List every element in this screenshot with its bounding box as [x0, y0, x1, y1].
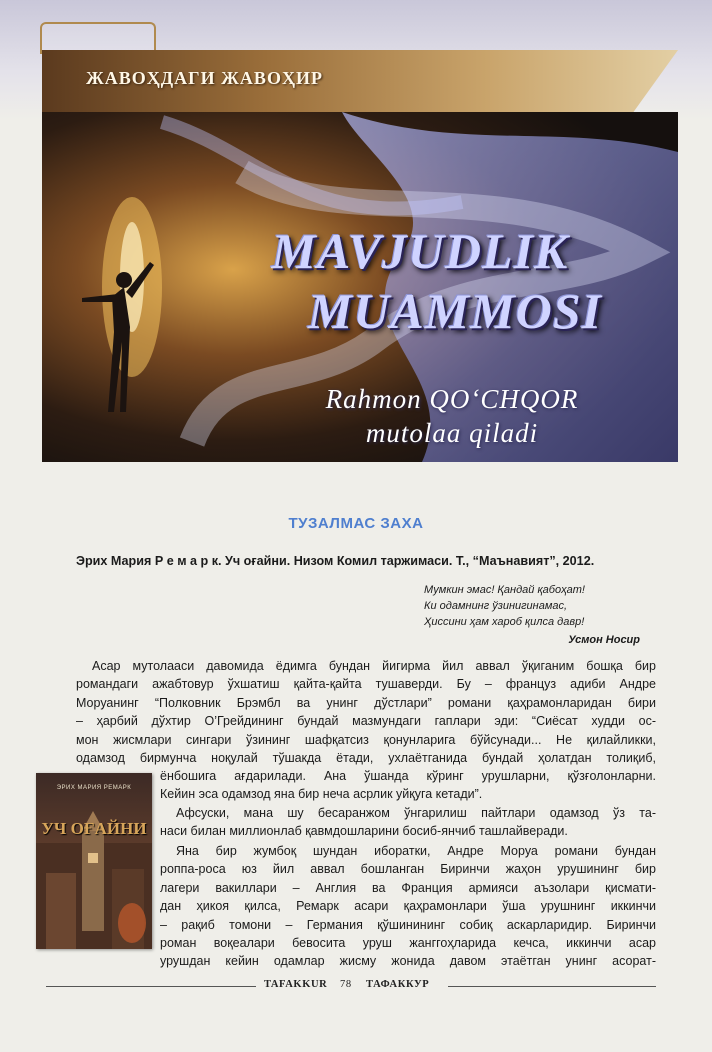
book-cover-art [36, 773, 152, 949]
book-cover-author: ЭРИХ МАРИЯ РЕМАРК [56, 785, 132, 791]
epigraph-line: Ҳиссини ҳам хароб қилса давр! [424, 616, 585, 628]
paragraph-wrapped [160, 767, 656, 841]
text-line: – ҳарбий дўхтир О’Грейдининг бундай мазмундаги гаплари эди: “Сиёсат худди ос- [76, 714, 656, 729]
footer-magazine-cyrillic: ТАФАККУР [366, 979, 430, 990]
paragraph-intro [76, 657, 656, 767]
section-label: ЖАВОҲДАГИ ЖАВОҲИР [86, 68, 323, 88]
text-line: мон жисмлари сингари ўзининг шафқатсиз қонунларига бўйсунади... Не қилайликки, [76, 732, 656, 747]
epigraph-line: Ки одамнинг ўзинигинамас, [424, 600, 568, 612]
page-number: 78 [340, 979, 352, 990]
hero-title-line2: MUAMMOSI [307, 283, 603, 339]
epigraph-author: Усмон Носир [568, 634, 640, 646]
text-line: наси билан миллионлаб қавмдошларини босиб-янчиб ташлайверади. [160, 824, 568, 839]
epigraph-line: Мумкин эмас! Қандай қабоҳат! [424, 584, 585, 596]
text-line: ёнбошига ағдарилади. Ана ўшанда кўринг урушларни, қўзғолонларни. [160, 769, 656, 783]
footer-magazine-latin: TAFAKKUR [264, 979, 328, 990]
paragraph-comparison [160, 842, 656, 971]
footer-rule-right [448, 986, 656, 987]
folder-tab-decoration [40, 22, 156, 54]
article-title: ТУЗАЛМАС ЗАХА [288, 515, 424, 532]
text-line: Кейин эса одамзод яна бир неча асрлик уйқуга кетади”. [160, 787, 483, 802]
book-cover-title: УЧ ОҒАЙНИ [41, 819, 147, 838]
book-cover-image [36, 773, 152, 949]
text-line: Афсуски, мана шу бесаранжом ўнгарилиш пайтлари одамзод ўз та- [176, 805, 656, 820]
text-line: роппа-роса юз йил аввал бошланган Биринчи жаҳон урушининг бир [160, 862, 656, 877]
hero-title-line1: MAVJUDLIK [271, 223, 569, 279]
text-line: лагери вакиллари – Англия ва Франция армияси аъзолари қисмати- [160, 880, 656, 895]
hero-author: Rahmon QO‘CHQOR [325, 384, 579, 414]
text-line: Асар мутолааси давомида ёдимга бундан йигирма йил аввал ўқиганим бошқа бир [92, 659, 656, 673]
text-line: дан ҳикоя қилса, Ремарк асари қаҳрамонлари ўша урушнинг иккинчи [160, 899, 656, 914]
text-line: – рақиб томони – Германия қўшинининг собиқ аскарларидир. Биринчи [160, 917, 656, 932]
epigraph [424, 582, 644, 648]
hero-subtitle: mutolaa qiladi [365, 418, 539, 448]
footer-rule-left [46, 986, 256, 987]
text-line: Яна бир жумбоқ шундан иборатки, Андре Моруа романи бундан [176, 844, 656, 858]
hero-illustration [42, 112, 678, 462]
text-line: урушдан кейин одамлар жисму жонида давом этаётган унинг асорат- [160, 954, 656, 969]
text-line: Моруанинг “Полковник Брэмбл ва унинг дўстлари” романи қаҳрамонларидан бири [76, 695, 656, 710]
text-line: одамзод бирмунча ноқулай тўшакда ётади, ухлаётганида бундай ҳолатдан толиқиб, [76, 751, 656, 766]
text-line: романдаги ажабтовур ўхшатиш қайта-қайта тушаверди. Бу – француз адиби Андре [76, 677, 656, 692]
text-line: роман воқеалари бевосита уруш жанггоҳларида кечса, иккинчи асар [160, 936, 656, 951]
bibliography-line: Эрих Мария Р е м а р к. Уч оғайни. Низом Комил таржимаси. Т., “Маънавият”, 2012. [76, 554, 595, 568]
